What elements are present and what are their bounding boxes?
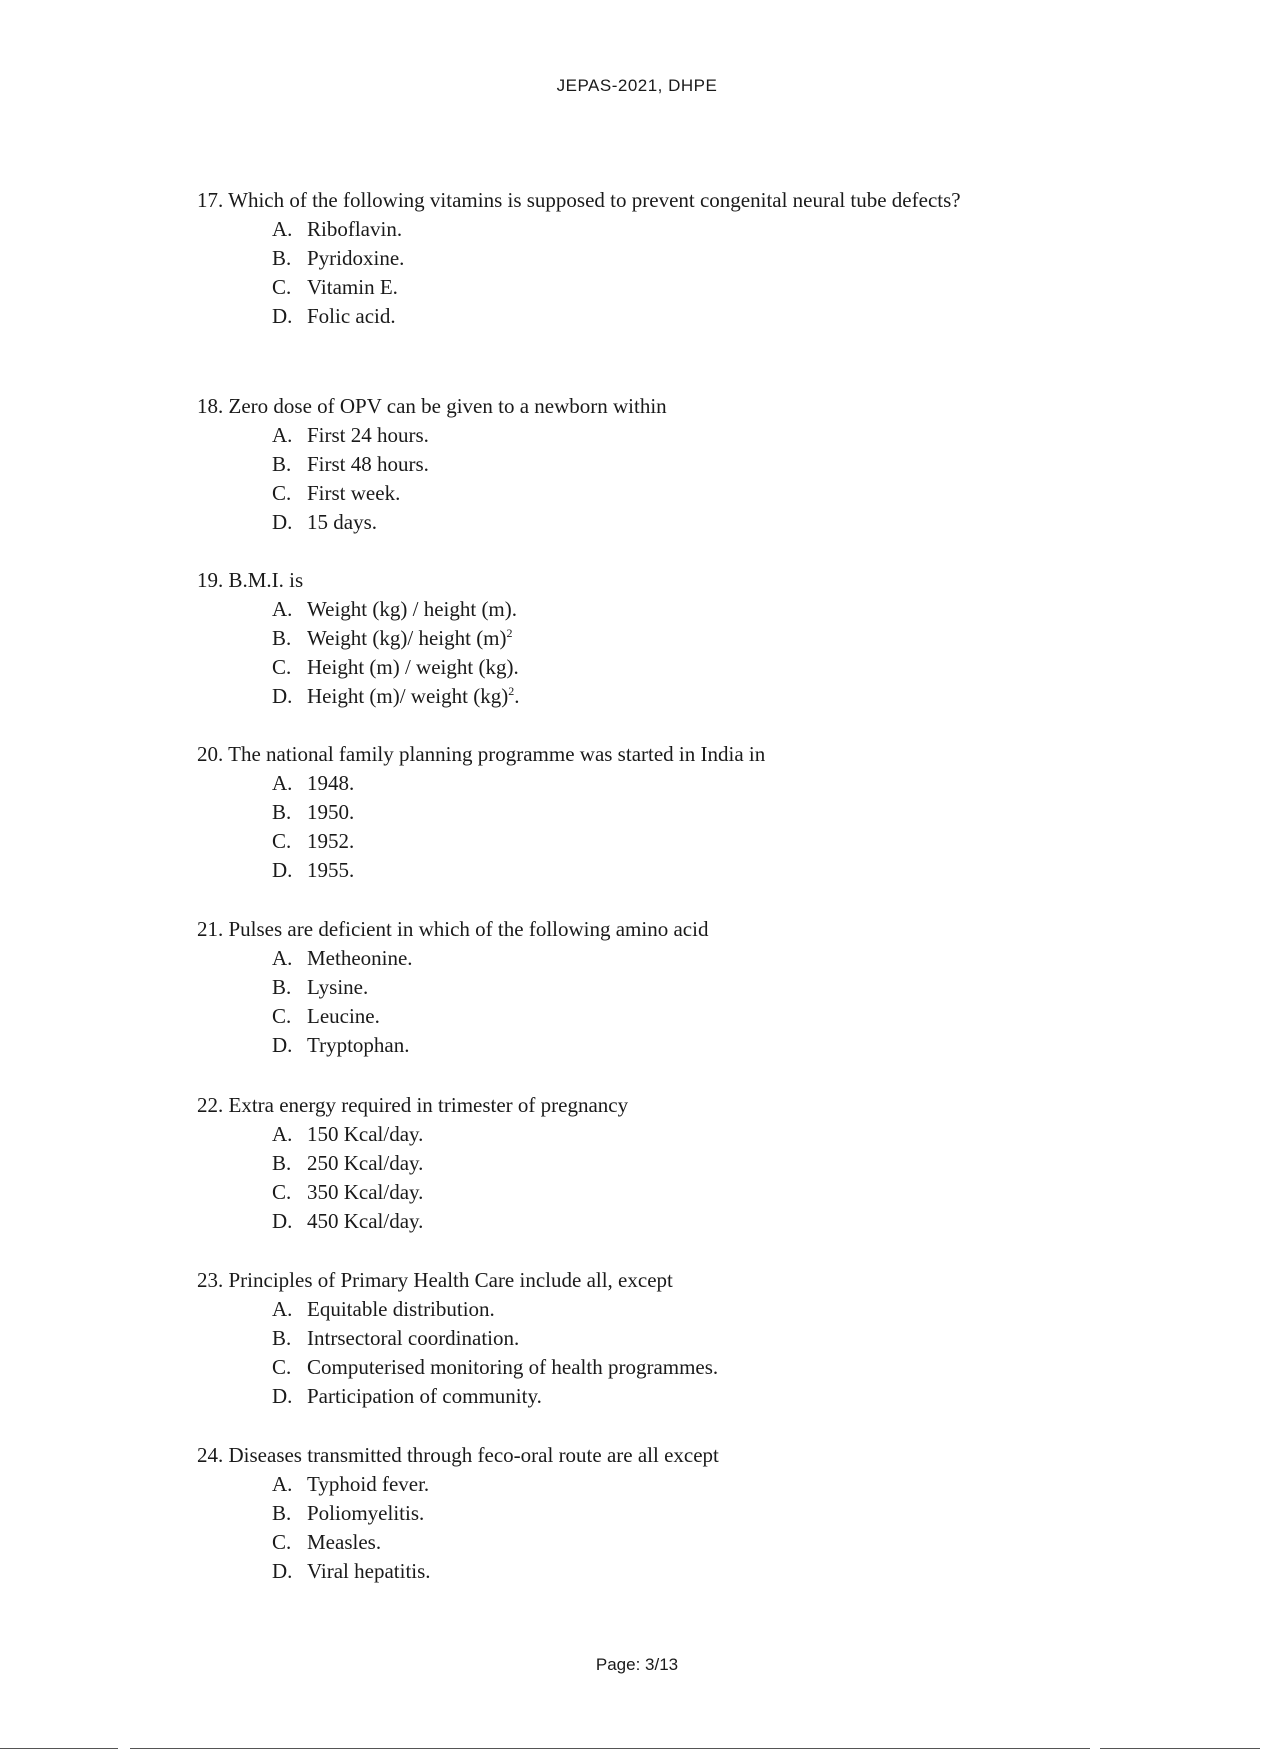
question-stem: The national family planning programme was started in India in: [228, 742, 766, 766]
option-a: [272, 421, 1067, 450]
option-letter: B.: [272, 246, 292, 270]
question-number: 22.: [197, 1093, 224, 1117]
option-letter: D.: [272, 510, 293, 534]
option-text: .: [514, 684, 520, 708]
option-letter: D.: [272, 684, 293, 708]
question-number: 24.: [197, 1443, 224, 1467]
option-letter: C.: [272, 1355, 292, 1379]
option-text: Vitamin E.: [307, 275, 398, 299]
option-letter: C.: [272, 1180, 292, 1204]
option-letter: B.: [272, 1151, 292, 1175]
option-text: 1948.: [307, 771, 355, 795]
option-a: [272, 1295, 1067, 1324]
option-text: 150 Kcal/day.: [307, 1122, 424, 1146]
option-text: 2: [506, 626, 513, 640]
question-text: [197, 566, 1067, 595]
option-text: Participation of community.: [307, 1384, 542, 1408]
options-list: [197, 1120, 1067, 1236]
option-b: [272, 798, 1067, 827]
option-text: Measles.: [307, 1530, 382, 1554]
option-letter: D.: [272, 1209, 293, 1233]
question-number: 17.: [197, 188, 224, 212]
question-stem: Pulses are deficient in which of the following amino acid: [228, 917, 709, 941]
question-20: [197, 740, 1067, 885]
question-text: [197, 1091, 1067, 1120]
option-text: Lysine.: [307, 975, 369, 999]
question-number: 23.: [197, 1268, 224, 1292]
option-text: Intrsectoral coordination.: [307, 1326, 520, 1350]
option-text: Viral hepatitis.: [307, 1559, 431, 1583]
option-text: Equitable distribution.: [307, 1297, 495, 1321]
option-c: [272, 1002, 1067, 1031]
option-b: [272, 624, 1067, 653]
option-letter: B.: [272, 975, 292, 999]
option-letter: C.: [272, 829, 292, 853]
option-c: [272, 653, 1067, 682]
option-text: Typhoid fever.: [307, 1472, 430, 1496]
question-stem: Principles of Primary Health Care include all, except: [228, 1268, 673, 1292]
option-d: [272, 1557, 1067, 1586]
page-number: Page: 3/13: [595, 1655, 679, 1674]
scan-edge-line: [130, 1748, 1090, 1749]
question-text: [197, 740, 1067, 769]
option-text: 1955.: [307, 858, 355, 882]
option-text: Height (m) / weight (kg).: [307, 655, 519, 679]
option-b: [272, 244, 1067, 273]
option-d: [272, 302, 1067, 331]
question-number: 19.: [197, 568, 224, 592]
option-text: 350 Kcal/day.: [307, 1180, 424, 1204]
option-letter: D.: [272, 1559, 293, 1583]
option-c: [272, 479, 1067, 508]
question-text: [197, 392, 1067, 421]
question-stem: Zero dose of OPV can be given to a newborn within: [228, 394, 667, 418]
question-22: [197, 1091, 1067, 1236]
option-letter: B.: [272, 452, 292, 476]
option-text: First week.: [307, 481, 401, 505]
option-text: Weight (kg)/ height (m): [307, 626, 507, 650]
option-letter: A.: [272, 946, 293, 970]
option-letter: B.: [272, 626, 292, 650]
option-text: Height (m)/ weight (kg): [307, 684, 509, 708]
option-letter: A.: [272, 1122, 293, 1146]
option-d: [272, 682, 1067, 711]
scan-edge-line: [0, 1748, 118, 1749]
question-24: [197, 1441, 1067, 1586]
option-b: [272, 973, 1067, 1002]
options-list: [197, 1470, 1067, 1586]
question-stem: B.M.I. is: [228, 568, 304, 592]
option-letter: D.: [272, 1384, 293, 1408]
option-a: [272, 944, 1067, 973]
option-letter: A.: [272, 1472, 293, 1496]
question-text: [197, 915, 1067, 944]
option-b: [272, 450, 1067, 479]
option-d: [272, 1031, 1067, 1060]
question-23: [197, 1266, 1067, 1411]
option-c: [272, 273, 1067, 302]
option-b: [272, 1149, 1067, 1178]
option-letter: D.: [272, 1033, 293, 1057]
option-text: Pyridoxine.: [307, 246, 405, 270]
option-letter: C.: [272, 1004, 292, 1028]
option-c: [272, 1178, 1067, 1207]
option-letter: A.: [272, 1297, 293, 1321]
option-c: [272, 1528, 1067, 1557]
option-d: [272, 1207, 1067, 1236]
option-a: [272, 769, 1067, 798]
option-text: 15 days.: [307, 510, 377, 534]
option-text: Poliomyelitis.: [307, 1501, 425, 1525]
option-b: [272, 1324, 1067, 1353]
option-c: [272, 827, 1067, 856]
option-letter: D.: [272, 304, 293, 328]
option-letter: D.: [272, 858, 293, 882]
option-d: [272, 856, 1067, 885]
option-text: Computerised monitoring of health programmes.: [307, 1355, 719, 1379]
page-header: JEPAS-2021, DHPE: [556, 76, 718, 95]
question-stem: Which of the following vitamins is supposed to prevent congenital neural tube defects?: [228, 188, 961, 212]
option-letter: C.: [272, 1530, 292, 1554]
option-c: [272, 1353, 1067, 1382]
options-list: [197, 421, 1067, 537]
option-text: Folic acid.: [307, 304, 396, 328]
question-text: [197, 186, 1067, 215]
option-letter: A.: [272, 771, 293, 795]
option-letter: C.: [272, 481, 292, 505]
options-list: [197, 944, 1067, 1060]
option-letter: B.: [272, 1326, 292, 1350]
options-list: [197, 1295, 1067, 1411]
option-text: First 48 hours.: [307, 452, 429, 476]
option-text: 1952.: [307, 829, 355, 853]
option-d: [272, 1382, 1067, 1411]
options-list: [197, 595, 1067, 711]
option-letter: B.: [272, 1501, 292, 1525]
option-text: First 24 hours.: [307, 423, 429, 447]
option-a: [272, 1120, 1067, 1149]
options-list: [197, 215, 1067, 331]
option-text: 250 Kcal/day.: [307, 1151, 424, 1175]
question-18: [197, 392, 1067, 537]
question-number: 20.: [197, 742, 224, 766]
option-d: [272, 508, 1067, 537]
option-a: [272, 215, 1067, 244]
option-text: 450 Kcal/day.: [307, 1209, 424, 1233]
option-letter: C.: [272, 655, 292, 679]
option-letter: A.: [272, 423, 293, 447]
question-number: 18.: [197, 394, 224, 418]
option-letter: A.: [272, 597, 293, 621]
scan-edge-line: [1100, 1748, 1260, 1749]
options-list: [197, 769, 1067, 885]
question-text: [197, 1441, 1067, 1470]
option-a: [272, 1470, 1067, 1499]
option-text: Tryptophan.: [307, 1033, 410, 1057]
option-letter: B.: [272, 800, 292, 824]
question-17: [197, 186, 1067, 331]
option-letter: C.: [272, 275, 292, 299]
option-text: Metheonine.: [307, 946, 413, 970]
option-b: [272, 1499, 1067, 1528]
option-text: Leucine.: [307, 1004, 380, 1028]
question-stem: Extra energy required in trimester of pregnancy: [228, 1093, 629, 1117]
question-21: [197, 915, 1067, 1060]
option-text: 1950.: [307, 800, 355, 824]
option-text: Weight (kg) / height (m).: [307, 597, 518, 621]
option-text: Riboflavin.: [307, 217, 403, 241]
option-text: 2: [508, 684, 515, 698]
question-stem: Diseases transmitted through feco-oral route are all except: [228, 1443, 719, 1467]
question-19: [197, 566, 1067, 711]
option-letter: A.: [272, 217, 293, 241]
question-text: [197, 1266, 1067, 1295]
question-number: 21.: [197, 917, 224, 941]
option-a: [272, 595, 1067, 624]
